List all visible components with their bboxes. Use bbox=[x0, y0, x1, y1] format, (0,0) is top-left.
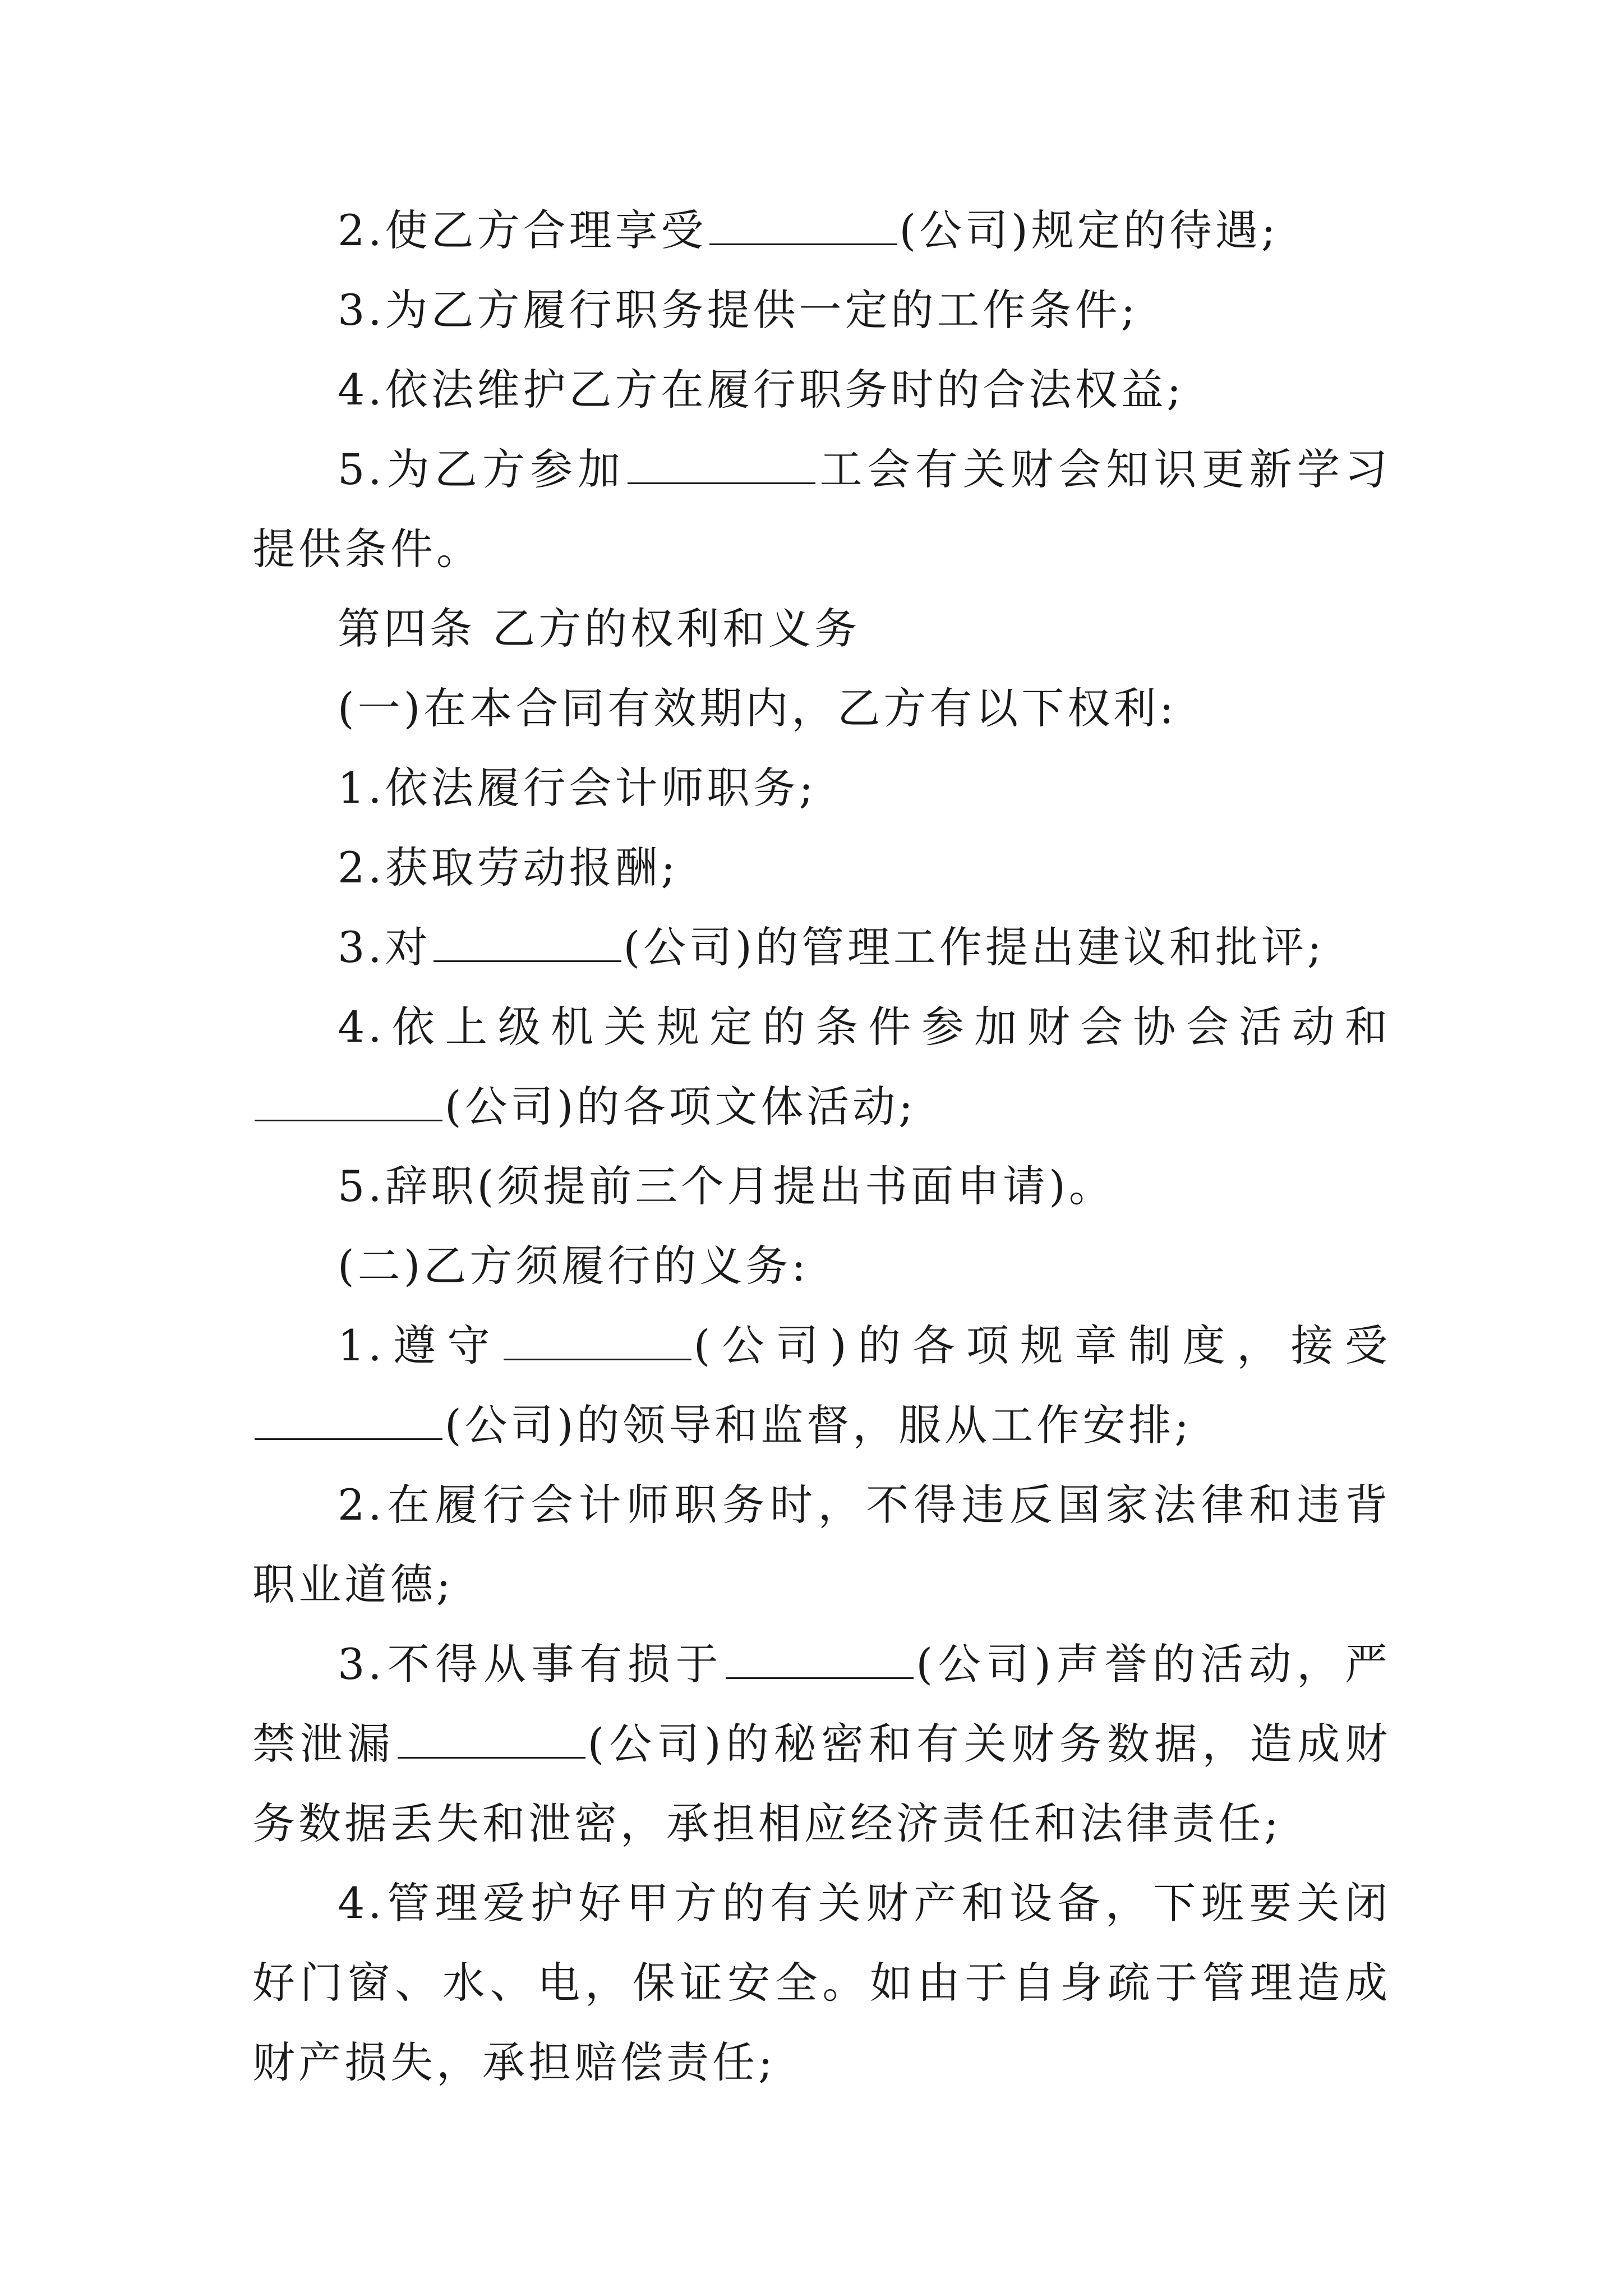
duties-item-3: 3.不得从事有损于 (公司)声誉的活动，严禁泄漏 (公司)的秘密和有关财务数据，造成财务数据丢失和泄密，承担相应经济责任和法律责任; bbox=[252, 1639, 1391, 1848]
rights-item-3: 3.对 (公司)的管理工作提出建议和批评; bbox=[338, 922, 1325, 972]
document-body bbox=[252, 191, 1391, 2102]
fill-blank bbox=[709, 204, 897, 245]
clause-3-item-3: 3.为乙方履行职务提供一定的工作条件; bbox=[338, 285, 1139, 335]
clause-3-item-2: 2.使乙方合理享受 (公司)规定的待遇; bbox=[338, 205, 1279, 255]
fill-blank bbox=[255, 1399, 442, 1440]
article-4-heading: 第四条 乙方的权利和义务 bbox=[338, 604, 861, 654]
duties-item-4: 4.管理爱护好甲方的有关财产和设备，下班要关闭好门窗、水、电，保证安全。如由于自身疏于管理造成财产损失，承担赔偿责任; bbox=[252, 1878, 1391, 2087]
clause-3-item-5: 5.为乙方参加 工会有关财会知识更新学习提供条件。 bbox=[252, 444, 1391, 574]
fill-blank bbox=[726, 1638, 914, 1679]
rights-item-1: 1.依法履行会计师职务; bbox=[338, 763, 817, 813]
duties-heading: (二)乙方须履行的义务: bbox=[338, 1241, 809, 1291]
fill-blank bbox=[255, 1080, 442, 1121]
clause-3-item-4: 4.依法维护乙方在履行职务时的合法权益; bbox=[338, 365, 1185, 415]
duties-item-2: 2.在履行会计师职务时，不得违反国家法律和违背职业道德; bbox=[252, 1480, 1391, 1609]
duties-item-1: 1.遵守 (公司)的各项规章制度，接受(公司)的领导和监督，服从工作安排; bbox=[252, 1306, 1391, 1465]
fill-blank bbox=[504, 1319, 691, 1360]
fill-blank bbox=[434, 921, 621, 962]
fill-blank bbox=[628, 443, 815, 484]
rights-item-5: 5.辞职(须提前三个月提出书面申请)。 bbox=[338, 1161, 1115, 1211]
rights-heading: (一)在本合同有效期内，乙方有以下权利: bbox=[338, 683, 1177, 733]
rights-item-4: 4.依上级机关规定的条件参加财会协会活动和(公司)的各项文体活动; bbox=[252, 987, 1391, 1147]
rights-item-2: 2.获取劳动报酬; bbox=[338, 843, 679, 892]
fill-blank bbox=[398, 1718, 585, 1759]
